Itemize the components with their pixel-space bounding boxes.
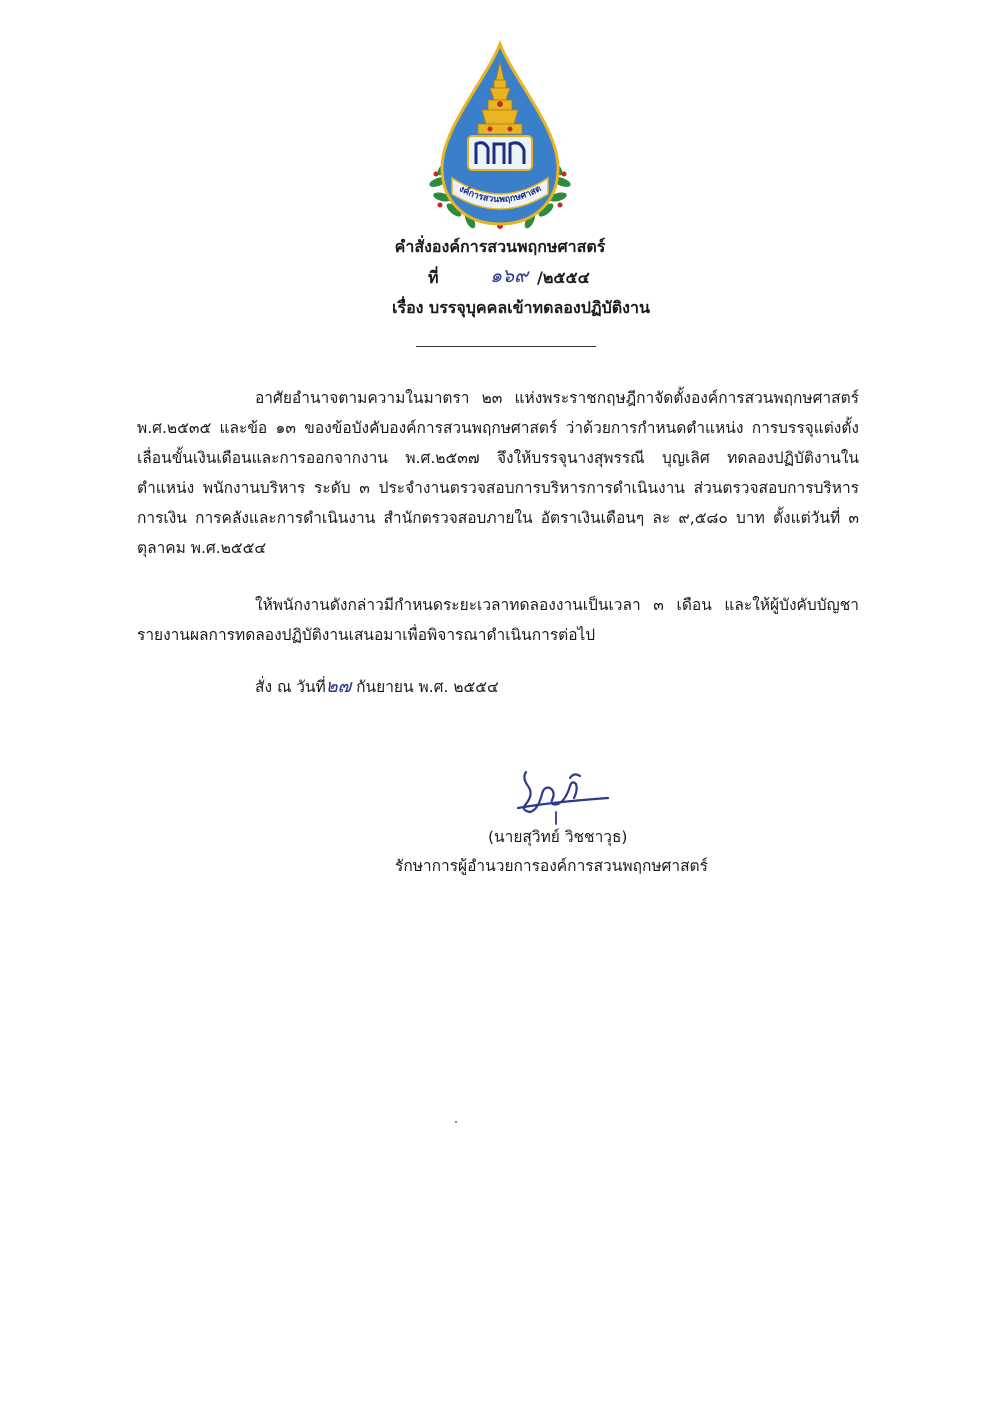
order-date	[255, 675, 499, 699]
organization-emblem-icon	[418, 40, 582, 232]
order-number-label: ที่	[428, 268, 439, 287]
stray-mark	[455, 1121, 457, 1123]
order-date-day-handwritten: ๒๗	[325, 676, 352, 697]
svg-text:องค์การสวนพฤกษศาสตร์: งค์การสวนพฤกษศาสต	[457, 183, 544, 206]
order-number-year: /๒๕๕๔	[537, 268, 590, 287]
signer-name: (นายสุวิทย์ วิชชาวุธ)	[488, 828, 628, 846]
order-title: คำสั่งองค์การสวนพฤกษศาสตร์	[394, 237, 606, 256]
handwritten-signature-icon	[512, 764, 612, 826]
body-paragraph-1: อาศัยอำนาจตามความในมาตรา ๒๓ แห่งพระราชกฤษฎีกาจัดตั้งองค์การสวนพฤกษศาสตร์ พ.ศ.๒๕๓๕ และข้อ ๑๓ ของข้อบังคับองค์การสวนพฤกษศาสตร์ ว่าด้วยการกำหนดตำแหน่ง การบรรจุแต่งตั้ง เลื่อนขั้นเงินเดือนและการออกจากงาน พ.ศ.๒๕๓๗ จึงให้บรรจุนางสุพรรณี บุญเลิศ ทดลองปฏิบัติงานในตำแหน่ง พนักงานบริหาร ระดับ ๓ ประจำงานตรวจสอบการบริหารการดำเนินงาน ส่วนตรวจสอบการบริหาร การเงิน การคลังและการดำเนินงาน สำนักตรวจสอบภายใน อัตราเงินเดือนๆ ละ ๙,๕๘๐ บาท ตั้งแต่วันที่ ๓ ตุลาคม พ.ศ.๒๕๕๔	[137, 389, 859, 557]
body-paragraph-2: ให้พนักงานดังกล่าวมีกำหนดระยะเวลาทดลองงานเป็นเวลา ๓ เดือน และให้ผู้บังคับบัญชา รายงานผลการทดลองปฏิบัติงานเสนอมาเพื่อพิจารณาดำเนินการต่อไป	[137, 596, 859, 644]
order-subject: เรื่อง บรรจุบุคคลเข้าทดลองปฏิบัติงาน	[392, 298, 650, 317]
header-divider	[416, 346, 596, 347]
signer-role: รักษาการผู้อำนวยการองค์การสวนพฤกษศาสตร์	[395, 857, 708, 875]
order-date-suffix: กันยายน พ.ศ. ๒๕๕๔	[356, 678, 499, 696]
order-date-prefix: สั่ง ณ วันที่	[255, 678, 326, 696]
order-number-handwritten: ๑๖๙	[490, 265, 529, 287]
